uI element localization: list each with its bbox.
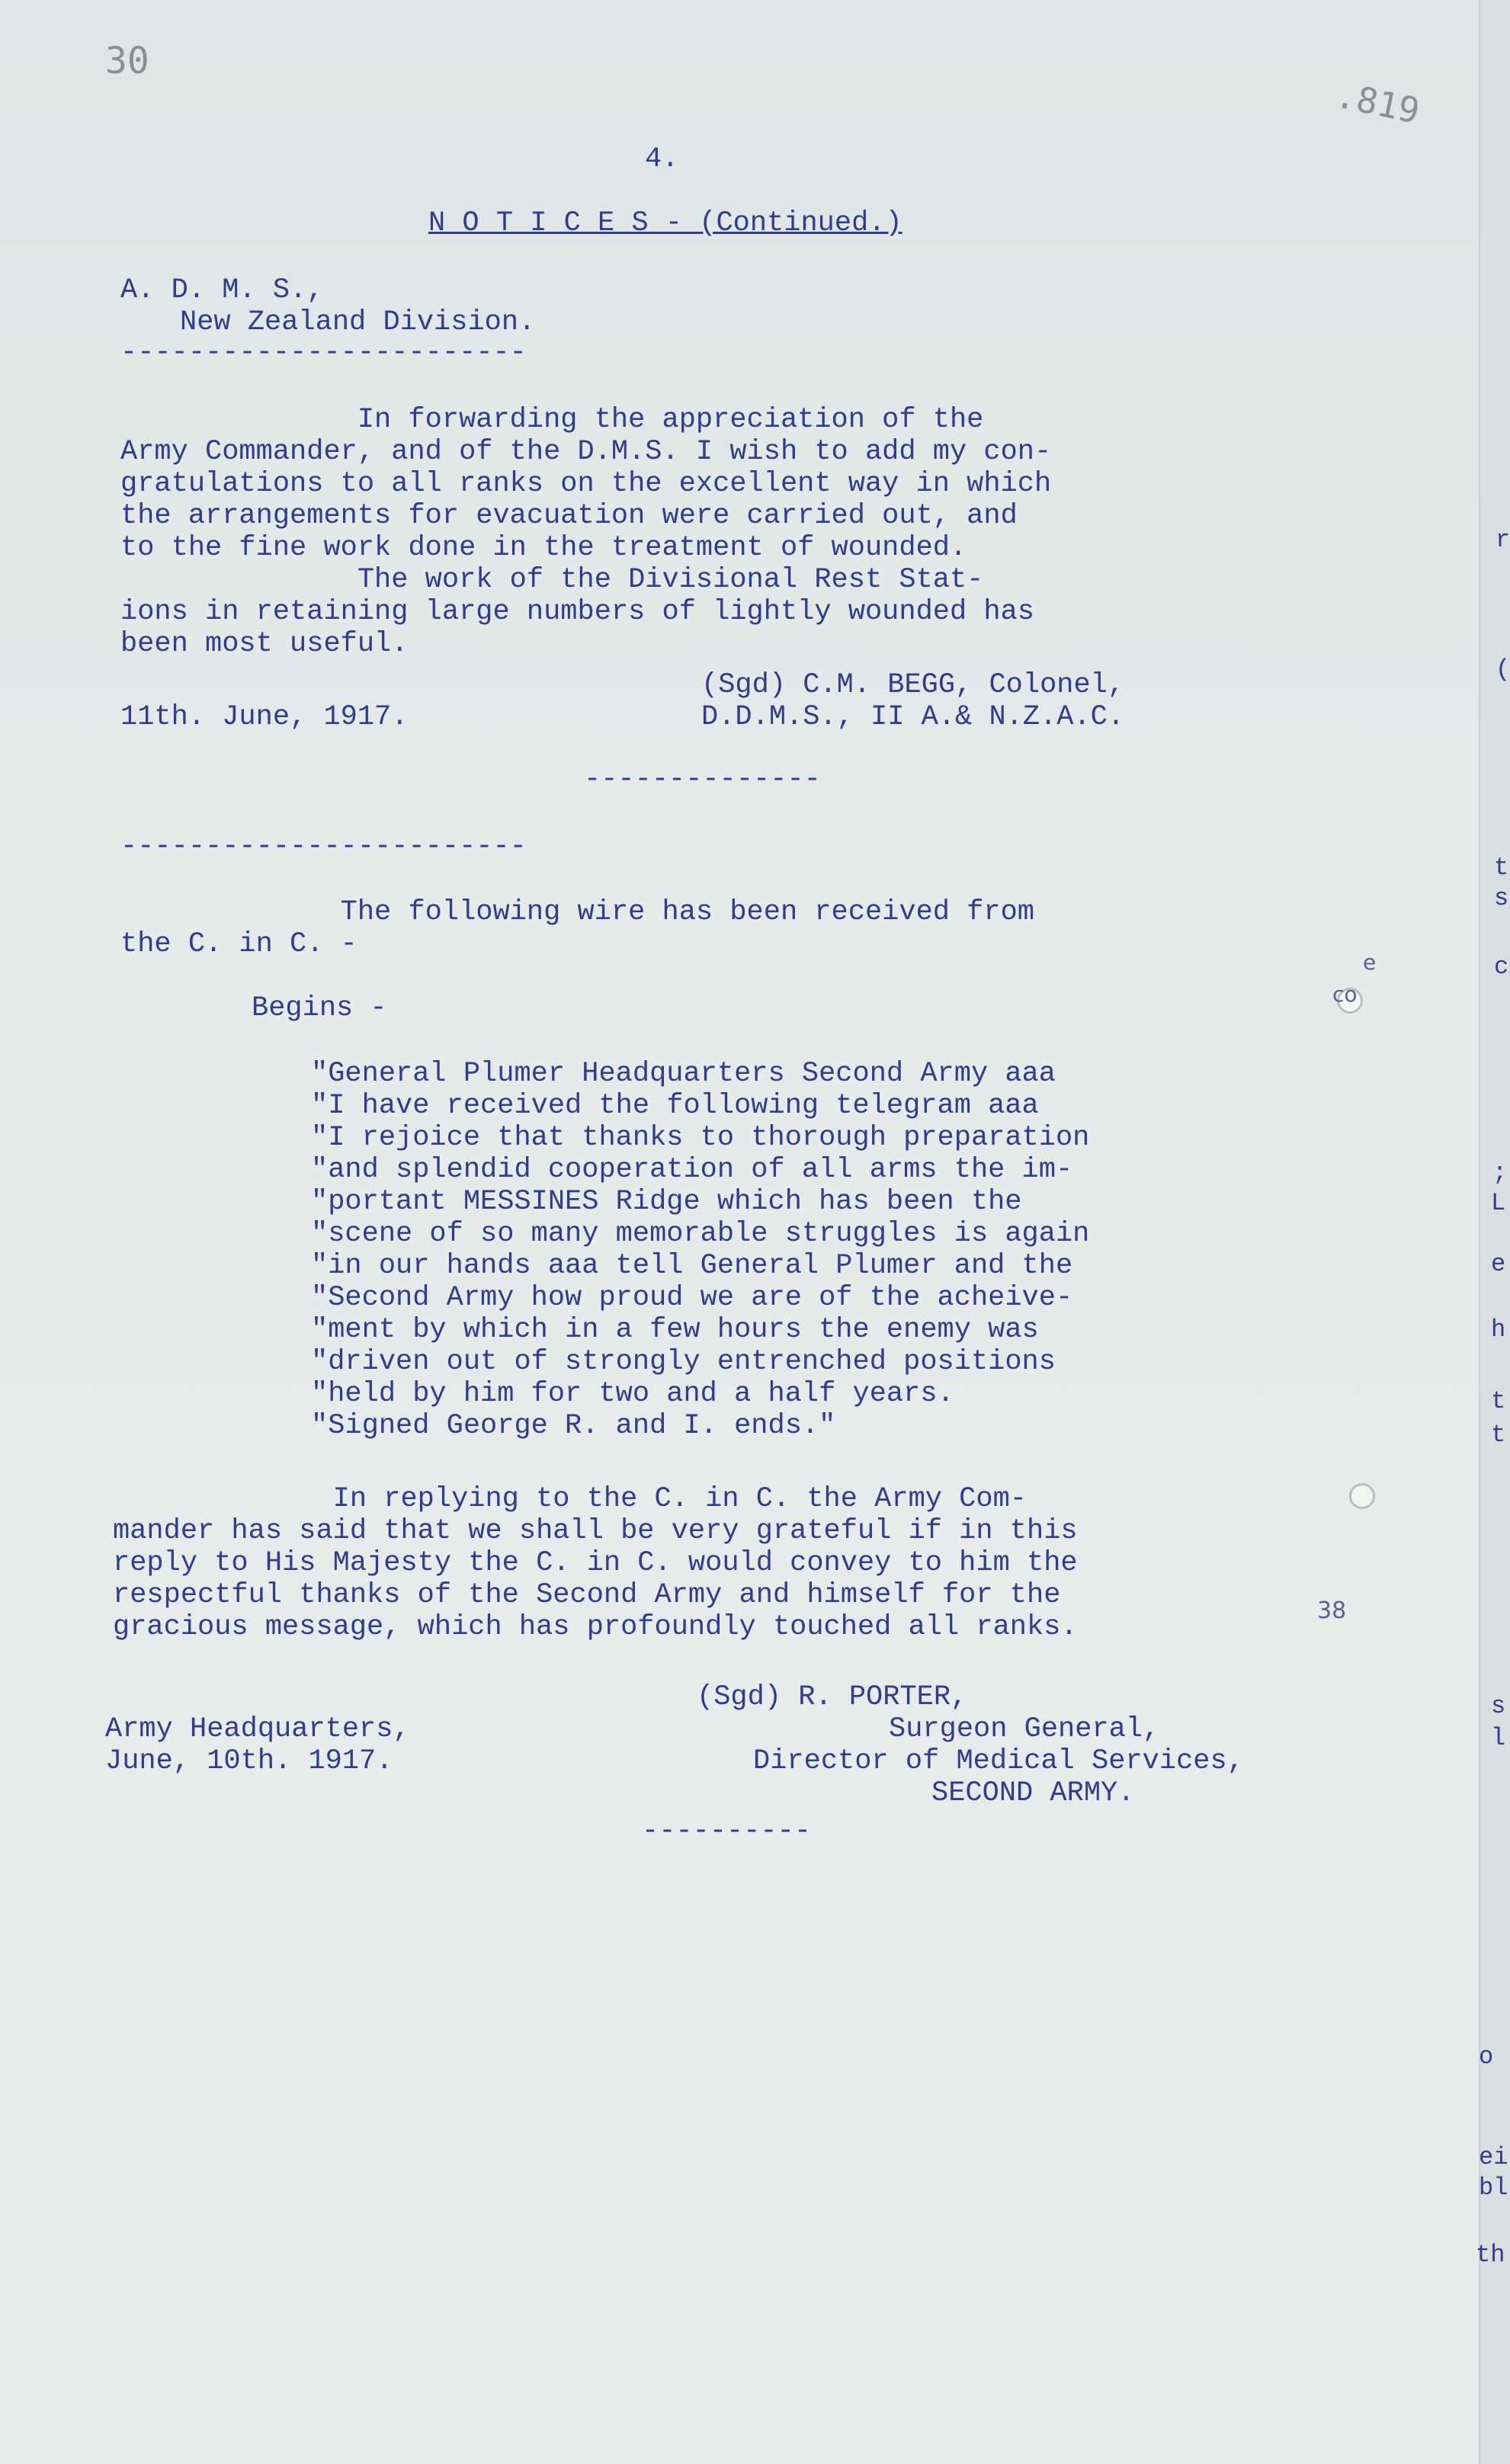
text-line: respectful thanks of the Second Army and himself for the	[113, 1579, 1061, 1611]
text-line: ions in retaining large numbers of lightly wounded has	[120, 596, 1034, 628]
telegram-line: "I have received the following telegram aaa	[311, 1090, 1039, 1122]
begins-label: Begins -	[252, 992, 387, 1024]
dash-rule: ----------	[642, 1815, 812, 1847]
text-line: to the fine work done in the treatment of wounded.	[120, 532, 967, 564]
edge-fragment: e	[1491, 1250, 1506, 1278]
edge-fragment: (	[1496, 655, 1510, 684]
edge-fragment: ei	[1479, 2143, 1508, 2171]
edge-fragment: c	[1494, 953, 1509, 981]
text-line: gratulations to all ranks on the excellent way in which	[120, 468, 1052, 500]
signature-line-2: D.D.M.S., II A.& N.Z.A.C.	[701, 701, 1125, 733]
next-page-edge	[1479, 0, 1510, 2464]
edge-fragment: h	[1491, 1315, 1506, 1344]
edge-fragment: bl	[1479, 2174, 1508, 2202]
signature-line-3: Director of Medical Services,	[753, 1745, 1244, 1777]
text-line: mander has said that we shall be very grateful if in this	[113, 1515, 1078, 1547]
text-line: been most useful.	[120, 628, 409, 660]
text-line: reply to His Majesty the C. in C. would convey to him the	[113, 1547, 1078, 1579]
edge-fragment: s	[1494, 884, 1509, 912]
edge-fragment: t	[1494, 854, 1509, 882]
pencil-number-left: 30	[105, 40, 149, 82]
intro-line-1: The following wire has been received from	[120, 896, 1034, 928]
text-line: the arrangements for evacuation were carried out, and	[120, 500, 1018, 532]
telegram-line: "Second Army how proud we are of the acheive-	[311, 1282, 1073, 1314]
signature-line-2: Surgeon General,	[889, 1713, 1160, 1745]
addressee-line-1: A. D. M. S.,	[120, 274, 324, 306]
text-line: In replying to the C. in C. the Army Com-	[113, 1483, 1027, 1515]
edge-fragment: t	[1491, 1387, 1506, 1415]
telegram-line: "in our hands aaa tell General Plumer and the	[311, 1250, 1073, 1282]
addressee-line-2: New Zealand Division.	[180, 306, 536, 338]
signature-line-4: SECOND ARMY.	[931, 1777, 1135, 1809]
edge-fragment: th	[1476, 2241, 1505, 2269]
telegram-line: "portant MESSINES Ridge which has been the	[311, 1186, 1022, 1218]
edge-fragment: ;	[1492, 1158, 1508, 1187]
hole-letter: co	[1332, 982, 1358, 1007]
hole-letter: e	[1363, 950, 1377, 975]
telegram-line: "driven out of strongly entrenched positions	[311, 1346, 1056, 1378]
dash-rule: --------------	[584, 764, 821, 796]
telegram-line: "held by him for two and a half years.	[311, 1378, 954, 1410]
telegram-line: "ment by which in a few hours the enemy was	[311, 1314, 1039, 1346]
telegram-line: "I rejoice that thanks to thorough preparation	[311, 1122, 1090, 1154]
text-line: The work of the Divisional Rest Stat-	[120, 564, 984, 596]
punch-hole	[1349, 1483, 1375, 1509]
signature-line-1: (Sgd) C.M. BEGG, Colonel,	[701, 669, 1125, 701]
edge-fragment: s	[1491, 1692, 1506, 1720]
telegram-line: "General Plumer Headquarters Second Army aaa	[311, 1058, 1056, 1090]
date-line: 11th. June, 1917.	[120, 701, 409, 733]
text-line: gracious message, which has profoundly touched all ranks.	[113, 1611, 1078, 1643]
intro-line-2: the C. in C. -	[120, 928, 357, 960]
telegram-line: "and splendid cooperation of all arms the im-	[311, 1154, 1073, 1186]
page-title: N O T I C E S - (Continued.)	[428, 207, 902, 239]
dash-rule: ------------------------	[120, 337, 527, 369]
page-number: 4.	[645, 143, 679, 175]
edge-fragment: o	[1479, 2043, 1494, 2071]
edge-fragment: l	[1491, 1724, 1506, 1752]
signature-line-1: (Sgd) R. PORTER,	[697, 1681, 968, 1713]
pencil-number-right: .819	[1332, 74, 1424, 132]
edge-fragment: t	[1491, 1421, 1506, 1449]
text-line: In forwarding the appreciation of the	[120, 404, 984, 436]
telegram-line: "Signed George R. and I. ends."	[311, 1410, 836, 1442]
edge-fragment: L	[1491, 1189, 1506, 1217]
edge-fragment: r	[1496, 526, 1510, 554]
page-stamp-number: 38	[1317, 1597, 1347, 1624]
telegram-line: "scene of so many memorable struggles is again	[311, 1218, 1090, 1250]
place-line: Army Headquarters,	[105, 1713, 410, 1745]
date-line: June, 10th. 1917.	[105, 1745, 393, 1777]
dash-rule: ------------------------	[120, 831, 527, 863]
text-line: Army Commander, and of the D.M.S. I wish to add my con-	[120, 436, 1052, 468]
